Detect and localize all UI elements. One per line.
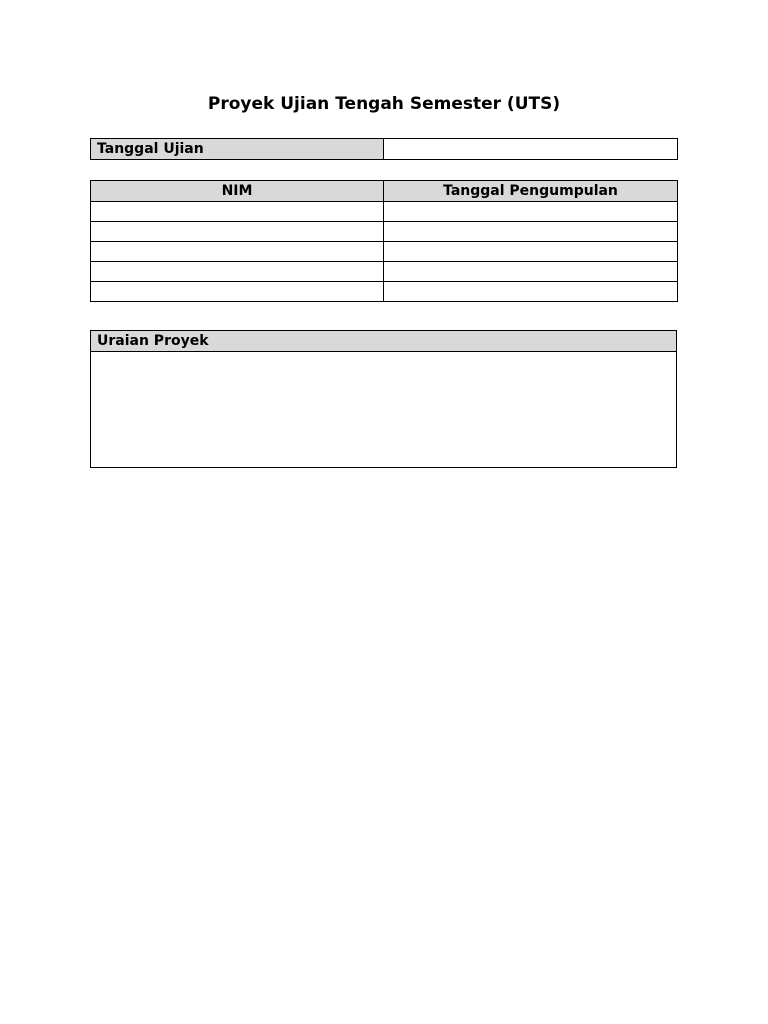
- submission-date-cell[interactable]: [384, 262, 678, 282]
- nim-cell[interactable]: [91, 242, 384, 262]
- project-description-table: [90, 330, 677, 468]
- table-row: [91, 222, 678, 242]
- exam-date-table: [90, 138, 678, 160]
- submission-date-cell[interactable]: [384, 222, 678, 242]
- submission-table: [90, 180, 678, 302]
- table-row: [91, 282, 678, 302]
- project-description-header-row: [91, 331, 677, 352]
- project-description-content[interactable]: [91, 352, 677, 468]
- column-header-submission-date: Tanggal Pengumpulan: [384, 181, 678, 202]
- submission-date-cell[interactable]: [384, 282, 678, 302]
- nim-cell[interactable]: [91, 202, 384, 222]
- project-description-body-row: [91, 352, 677, 468]
- exam-date-row: [91, 139, 678, 160]
- page-title: Proyek Ujian Tengah Semester (UTS): [207, 94, 561, 114]
- submission-table-header: [91, 181, 678, 202]
- project-description-label: Uraian Proyek: [91, 331, 677, 352]
- nim-cell[interactable]: [91, 282, 384, 302]
- table-row: [91, 202, 678, 222]
- exam-date-label: Tanggal Ujian: [91, 139, 384, 160]
- table-row: [91, 262, 678, 282]
- column-header-nim: NIM: [91, 181, 384, 202]
- table-row: [91, 242, 678, 262]
- submission-date-cell[interactable]: [384, 202, 678, 222]
- nim-cell[interactable]: [91, 222, 384, 242]
- submission-date-cell[interactable]: [384, 242, 678, 262]
- exam-date-value-cell[interactable]: [384, 139, 678, 160]
- nim-cell[interactable]: [91, 262, 384, 282]
